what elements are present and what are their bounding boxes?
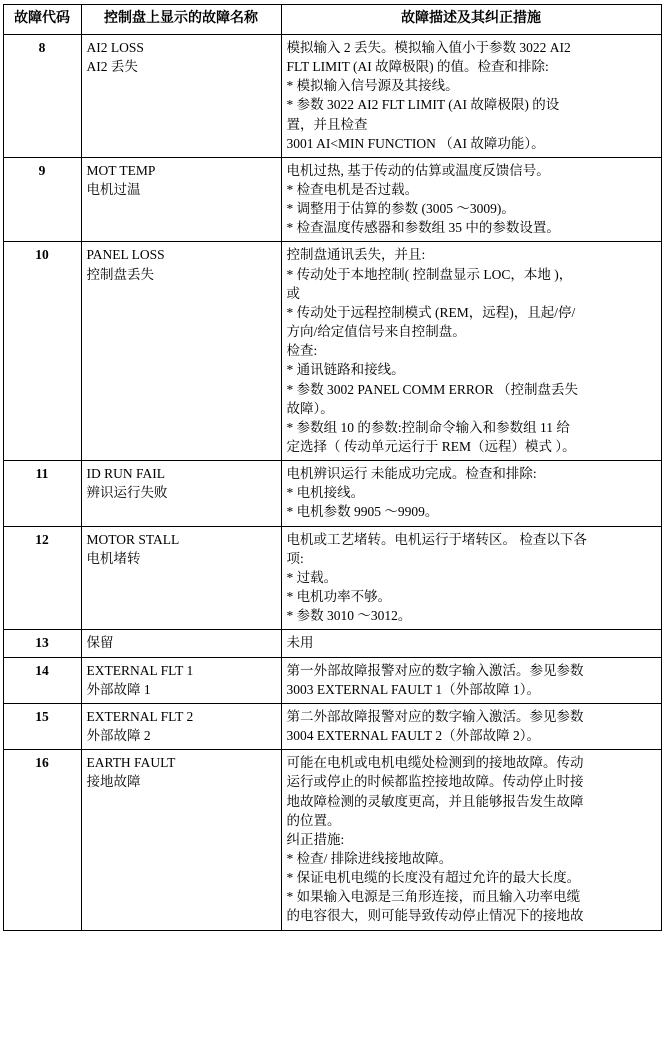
description-line: 3001 AI<MIN FUNCTION （AI 故障功能）。 (286, 135, 545, 151)
column-header-name: 控制盘上显示的故障名称 (81, 5, 281, 35)
fault-name (81, 750, 281, 930)
fault-name-line: 电机过温 (86, 181, 141, 197)
description-line: 电机过热, 基于传动的估算或温度反馈信号。 (286, 162, 550, 178)
description-line: 或 (286, 285, 300, 301)
fault-name-line: ID RUN FAIL (86, 466, 165, 482)
description-line: * 参数 3010 ～3012。 (286, 608, 412, 624)
fault-name-line: MOT TEMP (86, 162, 156, 178)
description-line: * 通讯链路和接线。 (286, 362, 405, 378)
fault-code: 12 (3, 526, 81, 630)
description-line: 3003 EXTERNAL FAULT 1（外部故障 1）。 (286, 681, 541, 697)
description-line: * 检查电机是否过载。 (286, 181, 419, 197)
fault-name-line: 外部故障 2 (86, 728, 151, 744)
table-header-row (3, 5, 661, 35)
fault-name-line: 保留 (86, 635, 114, 651)
description-line: FLT LIMIT (AI 故障极限) 的值。检查和排除: (286, 59, 549, 75)
description-line: 第一外部故障报警对应的数字输入激活。参见参数 (286, 662, 584, 678)
fault-name (81, 157, 281, 242)
description-line: 纠正措施: (286, 831, 345, 847)
fault-code: 13 (3, 630, 81, 657)
description-line: 第二外部故障报警对应的数字输入激活。参见参数 (286, 708, 584, 724)
description-line: 运行或停止的时候都监控接地故障。传动停止时接 (286, 774, 584, 790)
fault-description (281, 157, 661, 242)
description-line: 未用 (286, 635, 314, 651)
description-line: * 参数组 10 的参数:控制命令输入和参数组 11 给 (286, 419, 570, 435)
description-line: * 过载。 (286, 569, 338, 585)
table-header (3, 5, 661, 35)
fault-description (281, 703, 661, 749)
table-row (3, 461, 661, 526)
description-line: * 检查/ 排除进线接地故障。 (286, 850, 453, 866)
fault-name-line: EARTH FAULT (86, 755, 176, 771)
fault-name (81, 461, 281, 526)
table-row (3, 750, 661, 930)
fault-name (81, 34, 281, 157)
fault-name (81, 526, 281, 630)
fault-description (281, 461, 661, 526)
fault-description (281, 242, 661, 461)
description-line: * 电机功率不够。 (286, 589, 392, 605)
fault-name-line: 外部故障 1 (86, 681, 151, 697)
fault-code: 16 (3, 750, 81, 930)
table-row (3, 703, 661, 749)
description-line: 故障）。 (286, 400, 334, 416)
description-line: 项: (286, 550, 304, 566)
description-line: * 电机接线。 (286, 485, 365, 501)
table-row (3, 526, 661, 630)
description-line: 地故障检测的灵敏度更高，并且能够报告发生故障 (286, 793, 584, 809)
fault-name (81, 242, 281, 461)
description-line: 的电容很大，则可能导致传动停止情况下的接地故 (286, 908, 584, 924)
table-row (3, 657, 661, 703)
fault-description (281, 630, 661, 657)
fault-name-line: 电机堵转 (86, 550, 141, 566)
description-line: * 调整用于估算的参数 (3005 ～3009)。 (286, 201, 515, 217)
description-line: * 保证电机电缆的长度没有超过允许的最大长度。 (286, 870, 581, 886)
fault-name-line: EXTERNAL FLT 1 (86, 662, 194, 678)
fault-name-line: AI2 丢失 (86, 59, 138, 75)
fault-description (281, 34, 661, 157)
fault-name-line: 控制盘丢失 (86, 266, 154, 282)
description-line: 检查: (286, 343, 318, 359)
description-line: * 模拟输入信号源及其接线。 (286, 78, 459, 94)
description-line: * 传动处于本地控制( 控制盘显示 LOC，本地 )， (286, 266, 573, 282)
fault-name-line: AI2 LOSS (86, 39, 144, 55)
description-line: * 传动处于远程控制模式 (REM，远程)，且起/停/ (286, 304, 576, 320)
description-line: 模拟输入 2 丢失。模拟输入值小于参数 3022 AI2 (286, 39, 571, 55)
description-line: * 如果输入电源是三角形连接，而且输入功率电缆 (286, 889, 581, 905)
fault-code: 15 (3, 703, 81, 749)
fault-name-line: 辨识运行失败 (86, 485, 168, 501)
fault-name-line: 接地故障 (86, 774, 141, 790)
description-line: 电机辨识运行 未能成功完成。检查和排除: (286, 466, 537, 482)
description-line: * 参数 3022 AI2 FLT LIMIT (AI 故障极限) 的设 (286, 97, 560, 113)
table-row (3, 242, 661, 461)
fault-description (281, 750, 661, 930)
fault-code-table (3, 4, 662, 931)
description-line: 定选择（ 传动单元运行于 REM（远程）模式 ）。 (286, 439, 576, 454)
column-header-code: 故障代码 (3, 5, 81, 35)
column-header-description: 故障描述及其纠正措施 (281, 5, 661, 35)
description-line: 3004 EXTERNAL FAULT 2（外部故障 2）。 (286, 728, 541, 744)
fault-name (81, 630, 281, 657)
fault-code: 9 (3, 157, 81, 242)
table-body (3, 34, 661, 930)
fault-code: 14 (3, 657, 81, 703)
description-line: * 电机参数 9905 ～9909。 (286, 504, 439, 520)
table-row (3, 157, 661, 242)
fault-code: 11 (3, 461, 81, 526)
fault-code: 8 (3, 34, 81, 157)
description-line: 可能在电机或电机电缆处检测到的接地故障。传动 (286, 755, 584, 771)
table-row (3, 630, 661, 657)
description-line: 控制盘通讯丢失，并且: (286, 247, 426, 263)
description-line: 方向/给定值信号来自控制盘。 (286, 324, 466, 340)
description-line: 电机或工艺堵转。电机运行于堵转区。 检查以下各 (286, 531, 587, 547)
fault-name-line: PANEL LOSS (86, 247, 165, 263)
fault-name-line: EXTERNAL FLT 2 (86, 708, 194, 724)
fault-name (81, 657, 281, 703)
fault-description (281, 526, 661, 630)
fault-description (281, 657, 661, 703)
description-line: 置，并且检查 (286, 116, 368, 132)
description-line: 的位置。 (286, 812, 341, 828)
table-row (3, 34, 661, 157)
fault-name-line: MOTOR STALL (86, 531, 180, 547)
fault-name (81, 703, 281, 749)
description-line: * 检查温度传感器和参数组 35 中的参数设置。 (286, 220, 560, 236)
fault-code: 10 (3, 242, 81, 461)
description-line: * 参数 3002 PANEL COMM ERROR （控制盘丢失 (286, 381, 579, 397)
